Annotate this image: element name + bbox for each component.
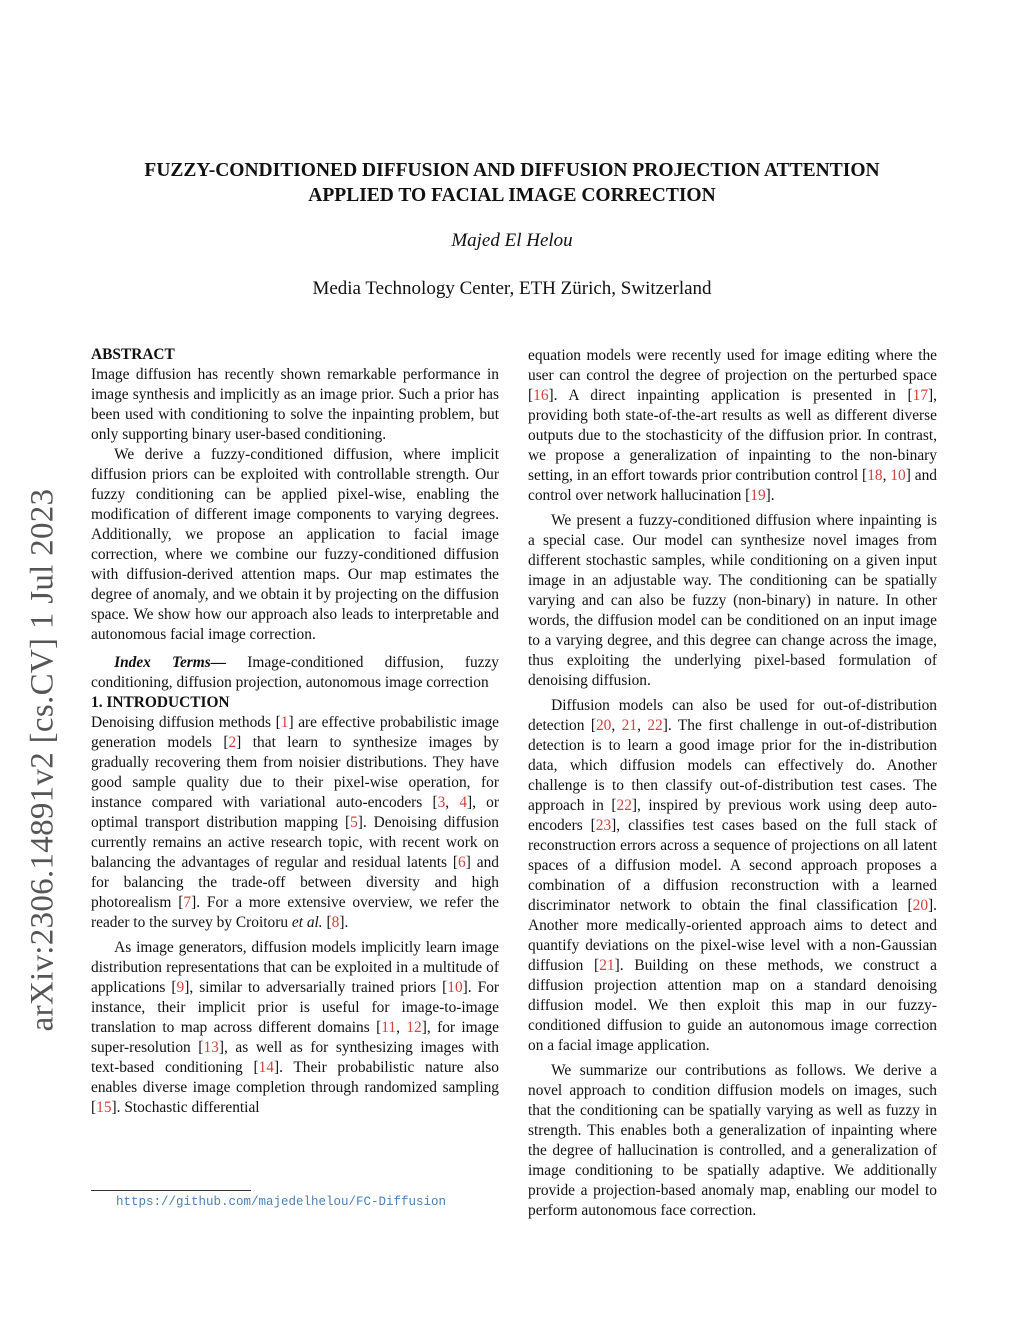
text-run: ]. Building on these methods, we construct a diffusion projection attention map on a standard denoising diffusion model. We then exploit this map in our fuzzy-conditioned diffusion to guide an autonomous image correction on a facial image application. (528, 957, 937, 1054)
right-paragraph-1 (528, 346, 937, 506)
title-line-2: APPLIED TO FACIAL IMAGE CORRECTION (308, 185, 716, 206)
citation-link[interactable]: 10 (447, 979, 463, 996)
text-run: Denoising diffusion methods [ (91, 714, 281, 731)
text-run: , (882, 467, 891, 484)
citation-link[interactable]: 14 (258, 1059, 274, 1076)
affiliation: Media Technology Center, ETH Zürich, Switzerland (312, 278, 712, 299)
left-column (91, 345, 499, 1118)
citation-link[interactable]: 19 (750, 487, 766, 504)
text-run: ] and for balancing the trade-off between diversity and high photorealism [ (91, 854, 499, 911)
right-paragraph-3 (528, 696, 937, 1056)
citation-link[interactable]: 1 (280, 714, 289, 731)
index-terms-label: Index Terms— (114, 654, 227, 671)
citation-link[interactable]: 20 (595, 717, 612, 734)
text-run: ]. Another more medically-oriented approach aims to detect and quantify deviations on the pixel-wise level with a non-Gaussian diffusion [ (528, 897, 937, 974)
citation-link[interactable]: 2 (228, 734, 237, 751)
text-run: ]. Denoising diffusion currently remains an active research topic, with recent work on balancing the advantages of regular and residual latents [ (91, 814, 500, 871)
citation-link[interactable]: 23 (595, 817, 612, 834)
citation-link[interactable]: 16 (533, 387, 549, 404)
text-run: As image generators, diffusion models implicitly learn image distribution representations that can be exploited in a multitude of applications [ (91, 939, 499, 996)
citation-link[interactable]: 13 (203, 1039, 219, 1056)
citation-link[interactable]: 6 (458, 854, 466, 871)
citation-link[interactable]: 10 (890, 467, 906, 484)
citation-link[interactable]: 22 (616, 797, 632, 814)
footnote-divider (91, 1190, 251, 1191)
citation-link[interactable]: 11 (381, 1019, 397, 1036)
citation-link[interactable]: 20 (912, 897, 929, 914)
text-run: ]. (339, 914, 349, 931)
citation-link[interactable]: 15 (96, 1099, 112, 1116)
right-paragraph-4: We summarize our contributions as follows. We derive a novel approach to condition diffusion models on images, such that the conditioning can be spatially varying as well as fuzzy in strength. This enables both a generalization of inpainting where the degree of hallucination is controlled, and a generalization of image conditioning to be spatially adaptive. We additionally provide a projection-based anomaly map, enabling our model to perform autonomous face correction. (528, 1062, 937, 1219)
right-column (528, 346, 937, 1221)
citation-link[interactable]: 21 (599, 957, 615, 974)
abstract-paragraph-2: We derive a fuzzy-conditioned diffusion, where implicit diffusion priors can be exploited with controllable strength. Our fuzzy conditioning can be applied pixel-wise, enabling the modification of different image components to varying degrees. Additionally, we propose an application to facial image correction, where we combine our fuzzy-conditioned diffusion with diffusion-derived attention maps. Our map estimates the degree of anomaly, and we obtain it by projecting on the diffusion space. We show how our approach also leads to interpretable and autonomous facial image correction. (91, 446, 499, 643)
text-run: Diffusion models can also be used for out-of-distribution detection [ (528, 697, 937, 734)
index-terms (91, 653, 499, 693)
text-run: ]. For instance, their implicit prior is useful for image-to-image translation to map across different domains [ (91, 979, 500, 1036)
footnote-link[interactable]: https://github.com/majedelhelou/FC-Diffusion (116, 1195, 447, 1209)
text-run: ]. (765, 487, 775, 504)
citation-link[interactable]: 9 (176, 979, 185, 996)
title-line-1: FUZZY-CONDITIONED DIFFUSION AND DIFFUSION PROJECTION ATTENTION (144, 160, 880, 181)
introduction-heading: 1. INTRODUCTION (91, 694, 230, 711)
index-terms-text: Image-conditioned diffusion, fuzzy conditioning, diffusion projection, autonomous image correction (91, 654, 500, 691)
right-paragraph-2: We present a fuzzy-conditioned diffusion where inpainting is a special case. Our model can synthesize novel images from different stochastic samples, while conditioning on a given input image in an adjustable way. The conditioning can be spatially varying and can also be fuzzy (non-binary) in nature. In other words, the diffusion model can be conditioned on an input image to a varying degree, and this degree can change across the image, thus exploiting the underlying pixel-based formulation of denoising diffusion. (528, 512, 937, 689)
citation-link[interactable]: 21 (621, 717, 638, 734)
text-run: , (396, 1019, 407, 1036)
text-run: ], for image super-resolution [ (91, 1019, 500, 1056)
text-run: , (637, 717, 648, 734)
text-run: ], inspired by previous work using deep auto-encoders [ (528, 797, 937, 834)
text-run: ]. Their probabilistic nature also enables diverse image completion through randomized sampling [ (91, 1059, 499, 1116)
citation-link[interactable]: 7 (183, 894, 192, 911)
abstract-heading: ABSTRACT (91, 346, 175, 363)
text-run: ]. Stochastic differential (111, 1099, 260, 1116)
author-name: Majed El Helou (451, 230, 573, 251)
text-run: ]. For a more extensive overview, we refer the reader to the survey by Croitoru (91, 894, 499, 931)
citation-link[interactable]: 17 (912, 387, 929, 404)
citation-link[interactable]: 3 (437, 794, 446, 811)
text-run: ] and control over network hallucination [ (528, 467, 937, 504)
citation-link[interactable]: 5 (350, 814, 358, 831)
abstract-paragraph-1: Image diffusion has recently shown remarkable performance in image synthesis and implicitly as an image prior. Such a prior has been used with conditioning to solve the inpainting problem, but only supporting binary user-based conditioning. (91, 366, 499, 443)
citation-link[interactable]: 12 (406, 1019, 422, 1036)
text-run: ]. The first challenge in out-of-distribution detection is to learn a good image prior for the in-distribution data, which diffusion models can effectively do. Another challenge is to then classify out-of-distribution test cases. The approach in [ (528, 717, 938, 814)
text-run: equation models were recently used for image editing where the user can control the degree of projection on the perturbed space [ (528, 347, 937, 404)
text-run: ] are effective probabilistic image generation models [ (91, 714, 499, 751)
arxiv-identifier: arXiv:2306.14891v2 [cs.CV] 1 Jul 2023 (24, 488, 61, 1032)
text-run: ] that learn to synthesize images by gradually recovering them from noisier distributions. They have good sample quality due to their pixel-wise operation, for instance compared with variational auto-encoders [ (91, 734, 499, 811)
citation-link[interactable]: 22 (647, 717, 663, 734)
text-run: ], similar to adversarially trained priors [ (184, 979, 448, 996)
citation-link[interactable]: 4 (459, 794, 468, 811)
italic-text: et al. (291, 914, 323, 931)
text-run: , (445, 794, 460, 811)
text-run: [ (322, 914, 332, 931)
citation-link[interactable]: 8 (331, 914, 340, 931)
intro-paragraph-1 (91, 713, 499, 933)
intro-paragraph-2 (91, 938, 499, 1118)
text-run: ], classifies test cases based on the full stack of reconstruction errors across a sequence of projections on all latent spaces of a diffusion model. A second approach proposes a combination of a diffusion reconstruction with a learned discriminator network to obtain the final classification [ (528, 817, 937, 914)
text-run: ], as well as for synthesizing images with text-based conditioning [ (91, 1039, 499, 1076)
paper-title (100, 158, 924, 208)
text-run: ], providing both state-of-the-art results as well as different diverse outputs due to the stochasticity of the diffusion prior. In contrast, we propose a generalization of inpainting to the non-binary setting, in an effort towards prior contribution control [ (528, 387, 937, 484)
citation-link[interactable]: 18 (867, 467, 883, 484)
text-run: ]. A direct inpainting application is presented in [ (548, 387, 913, 404)
text-run: , (611, 717, 622, 734)
text-run: ], or optimal transport distribution mapping [ (91, 794, 499, 831)
